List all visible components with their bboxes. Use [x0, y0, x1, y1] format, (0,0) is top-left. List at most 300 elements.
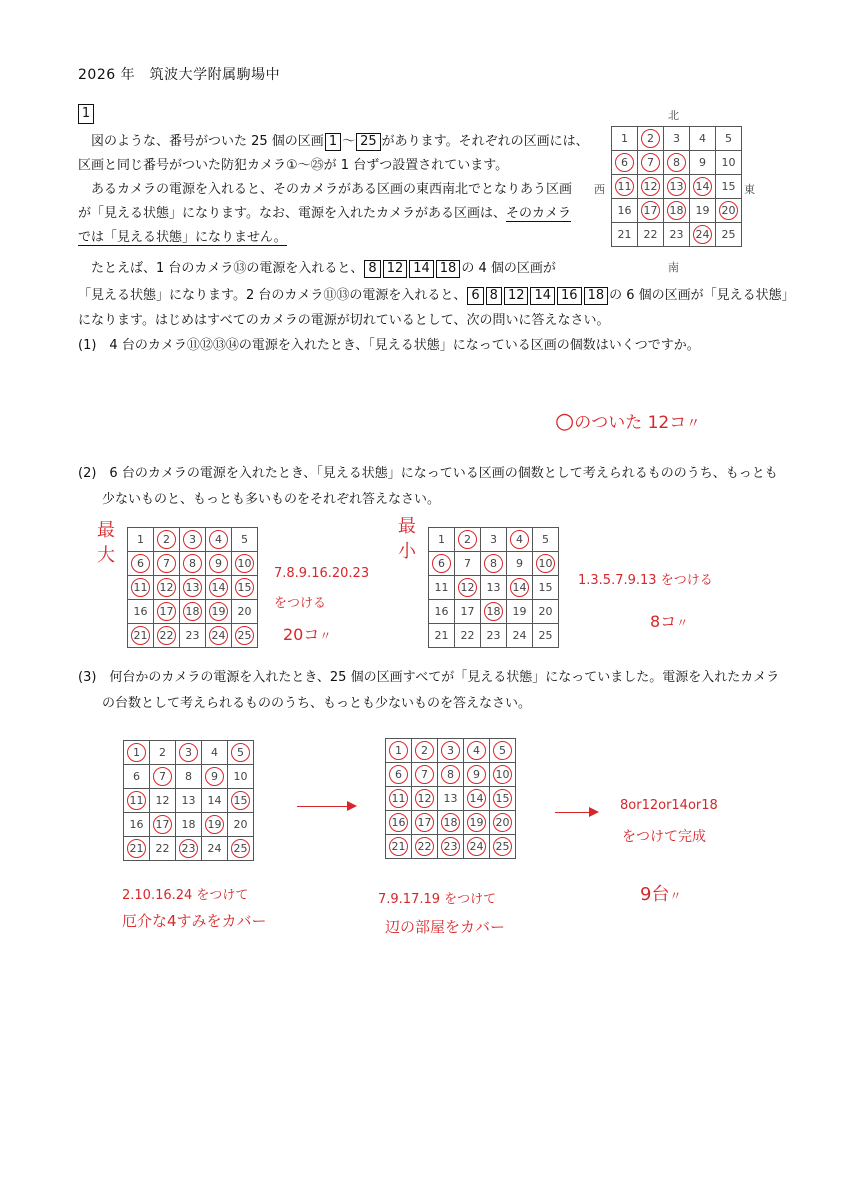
grid-row	[128, 552, 258, 576]
cell-number: 14	[207, 794, 222, 807]
grid-cell	[455, 576, 481, 600]
boxed-number: 16	[557, 287, 582, 305]
grid-cell	[464, 787, 490, 811]
cell-number: 12	[417, 792, 432, 805]
cell-number: 2	[163, 533, 170, 546]
grid-cell	[716, 175, 742, 199]
grid-cell	[154, 624, 180, 648]
grid-cell	[202, 765, 228, 789]
grid-cell	[507, 528, 533, 552]
red-circle-mark	[615, 153, 634, 172]
grid-cell	[180, 576, 206, 600]
red-circle-mark	[231, 743, 250, 762]
cell-number: 8	[185, 770, 192, 783]
grid-cell	[638, 151, 664, 175]
cell-number: 12	[159, 581, 174, 594]
cell-number: 9	[699, 156, 706, 169]
q2-min-note: 1.3.5.7.9.13 をつける	[578, 573, 713, 588]
red-circle-mark	[183, 554, 202, 573]
cell-number: 18	[669, 204, 684, 217]
grid-cell	[128, 528, 154, 552]
grid-row	[124, 741, 254, 765]
intro-line-4	[78, 202, 571, 226]
grid-cell	[664, 175, 690, 199]
cell-number: 5	[241, 533, 248, 546]
grid-cell	[612, 223, 638, 247]
compass-east: 東	[744, 183, 755, 196]
red-circle-mark	[131, 626, 150, 645]
cell-number: 1	[621, 132, 628, 145]
cell-number: 20	[237, 605, 252, 618]
cell-number: 9	[516, 557, 523, 570]
cell-number: 18	[443, 816, 458, 829]
grid-cell	[438, 739, 464, 763]
grid-row	[124, 837, 254, 861]
cell-number: 5	[542, 533, 549, 546]
grid-cell	[202, 741, 228, 765]
grid-cell	[176, 741, 202, 765]
cell-number: 24	[207, 842, 222, 855]
cell-number: 21	[391, 840, 406, 853]
cell-number: 11	[391, 792, 406, 805]
cell-number: 14	[211, 581, 226, 594]
q2-text-1: (2) 6 台のカメラの電源を入れたとき、「見える状態」になっている区画の個数として考えられるもののうち、もっとも	[78, 466, 778, 481]
red-circle-mark	[667, 201, 686, 220]
red-circle-mark	[209, 554, 228, 573]
red-circle-mark	[467, 741, 486, 760]
red-circle-mark	[157, 530, 176, 549]
red-circle-mark	[183, 602, 202, 621]
grid-row	[128, 624, 258, 648]
grid-row	[429, 600, 559, 624]
q3-text-2: の台数として考えられるもののうち、もっとも少ないものを答えなさい。	[102, 696, 532, 711]
grid-row	[429, 528, 559, 552]
red-circle-mark	[467, 789, 486, 808]
grid-cell	[533, 528, 559, 552]
grid-cell	[232, 528, 258, 552]
cell-number: 16	[391, 816, 406, 829]
grid-cell	[638, 127, 664, 151]
cell-number: 25	[495, 840, 510, 853]
intro-text: 「見える状態」になります。2 台のカメラ⑪⑬の電源を入れると、	[78, 288, 467, 303]
grid-cell	[638, 199, 664, 223]
cell-number: 1	[395, 744, 402, 757]
red-circle-mark	[209, 626, 228, 645]
red-circle-mark	[131, 554, 150, 573]
red-circle-mark	[235, 554, 254, 573]
grid-cell	[438, 787, 464, 811]
cell-number: 23	[443, 840, 458, 853]
arrow-right-icon	[555, 812, 597, 813]
red-circle-mark	[389, 765, 408, 784]
cell-number: 3	[490, 533, 497, 546]
red-circle-mark	[641, 201, 660, 220]
red-circle-mark	[415, 741, 434, 760]
red-circle-mark	[493, 789, 512, 808]
grid-cell	[202, 789, 228, 813]
red-circle-mark	[127, 791, 146, 810]
cell-number: 21	[129, 842, 144, 855]
boxed-number: 14	[409, 260, 434, 278]
red-circle-mark	[389, 789, 408, 808]
cell-number: 3	[185, 746, 192, 759]
grid-cell	[664, 151, 690, 175]
grid-cell	[386, 811, 412, 835]
intro-text: があります。それぞれの区画には、	[381, 134, 589, 149]
cell-number: 4	[473, 744, 480, 757]
grid-cell	[464, 739, 490, 763]
grid-cell	[128, 600, 154, 624]
red-circle-mark	[209, 530, 228, 549]
red-circle-mark	[458, 530, 477, 549]
q2-min-grid	[428, 527, 559, 648]
cell-number: 10	[538, 557, 553, 570]
cell-number: 21	[434, 629, 449, 642]
red-circle-mark	[231, 839, 250, 858]
red-circle-mark	[389, 741, 408, 760]
grid-cell	[464, 835, 490, 859]
grid-cell	[716, 199, 742, 223]
intro-text: の 4 個の区画が	[461, 261, 556, 276]
grid-cell	[429, 600, 455, 624]
q3-note-b-1: 7.9.17.19 をつけて	[378, 892, 497, 907]
grid-cell	[206, 576, 232, 600]
grid-row	[429, 576, 559, 600]
intro-line-5	[78, 226, 287, 250]
q3-grid-b	[385, 738, 516, 859]
intro-text: たとえば、1 台のカメラ⑬の電源を入れると、	[78, 261, 364, 276]
grid-cell	[438, 763, 464, 787]
compass-west: 西	[594, 183, 605, 196]
grid-cell	[412, 787, 438, 811]
grid-cell	[206, 528, 232, 552]
cell-number: 9	[473, 768, 480, 781]
cell-number: 1	[137, 533, 144, 546]
cell-number: 13	[185, 581, 200, 594]
grid-cell	[180, 552, 206, 576]
underlined-text: そのカメラ	[505, 206, 571, 221]
red-circle-mark	[127, 839, 146, 858]
red-circle-mark	[131, 578, 150, 597]
cell-number: 25	[721, 228, 736, 241]
cell-number: 14	[512, 581, 527, 594]
grid-cell	[690, 223, 716, 247]
cell-number: 22	[643, 228, 658, 241]
red-circle-mark	[235, 626, 254, 645]
red-circle-mark	[441, 765, 460, 784]
grid-cell	[507, 552, 533, 576]
grid-cell	[176, 765, 202, 789]
grid-cell	[455, 624, 481, 648]
cell-number: 18	[181, 818, 196, 831]
cell-number: 6	[621, 156, 628, 169]
cell-number: 19	[469, 816, 484, 829]
red-circle-mark	[441, 837, 460, 856]
grid-cell	[228, 741, 254, 765]
cell-number: 5	[725, 132, 732, 145]
cell-number: 16	[617, 204, 632, 217]
grid-cell	[386, 739, 412, 763]
q2-min-label: 最小	[398, 516, 416, 562]
grid-cell	[232, 600, 258, 624]
intro-line-8: になります。はじめはすべてのカメラの電源が切れているとして、次の問いに答えなさい。	[78, 313, 610, 328]
grid-row	[124, 789, 254, 813]
q1-answer-text: のついた 12コ	[574, 413, 687, 433]
grid-cell	[124, 837, 150, 861]
red-circle-mark	[205, 815, 224, 834]
grid-cell	[455, 552, 481, 576]
q2-max-label: 最大	[97, 520, 115, 566]
cell-number: 24	[469, 840, 484, 853]
cell-number: 17	[417, 816, 432, 829]
grid-cell	[664, 199, 690, 223]
red-circle-mark	[441, 813, 460, 832]
grid-cell	[533, 576, 559, 600]
cell-number: 11	[617, 180, 632, 193]
cell-number: 7	[159, 770, 166, 783]
grid-cell	[412, 763, 438, 787]
grid-row	[128, 576, 258, 600]
arrow-right-icon	[297, 806, 355, 807]
cell-number: 12	[155, 794, 170, 807]
red-circle-mark	[231, 791, 250, 810]
cell-number: 24	[211, 629, 226, 642]
red-circle-mark	[209, 578, 228, 597]
red-circle-mark	[179, 839, 198, 858]
grid-cell	[154, 528, 180, 552]
red-circle-mark	[536, 554, 555, 573]
cell-number: 8	[673, 156, 680, 169]
grid-cell	[429, 552, 455, 576]
cell-number: 19	[207, 818, 222, 831]
red-circle-mark	[441, 741, 460, 760]
cell-number: 5	[237, 746, 244, 759]
grid-cell	[202, 837, 228, 861]
cell-number: 21	[133, 629, 148, 642]
cell-number: 20	[495, 816, 510, 829]
boxed-number: 6	[467, 287, 483, 305]
grid-cell	[612, 151, 638, 175]
cell-number: 25	[233, 842, 248, 855]
grid-row	[124, 765, 254, 789]
red-circle-mark	[209, 602, 228, 621]
red-circle-mark	[153, 767, 172, 786]
grid-cell	[690, 199, 716, 223]
cell-number: 9	[211, 770, 218, 783]
cell-number: 12	[460, 581, 475, 594]
red-circle-mark	[179, 743, 198, 762]
grid-cell	[481, 528, 507, 552]
cell-number: 4	[699, 132, 706, 145]
cell-number: 2	[647, 132, 654, 145]
question-number: 1	[78, 104, 94, 124]
grid-cell	[638, 223, 664, 247]
grid-row	[612, 151, 742, 175]
cell-number: 3	[673, 132, 680, 145]
q2-max-answer-text: 20コ	[283, 625, 320, 644]
red-circle-mark	[493, 765, 512, 784]
grid-row	[612, 223, 742, 247]
boxed-number: 12	[504, 287, 529, 305]
cell-number: 15	[233, 794, 248, 807]
grid-cell	[412, 835, 438, 859]
cell-number: 7	[464, 557, 471, 570]
cell-number: 23	[185, 629, 200, 642]
grid-cell	[690, 127, 716, 151]
cell-number: 19	[512, 605, 527, 618]
grid-row	[429, 624, 559, 648]
cell-number: 9	[215, 557, 222, 570]
cell-number: 3	[447, 744, 454, 757]
red-circle-mark	[157, 602, 176, 621]
cell-number: 15	[237, 581, 252, 594]
cell-number: 19	[695, 204, 710, 217]
grid-cell	[206, 600, 232, 624]
grid-cell	[232, 552, 258, 576]
cell-number: 19	[211, 605, 226, 618]
cell-number: 8	[189, 557, 196, 570]
grid-cell	[429, 576, 455, 600]
cell-number: 20	[538, 605, 553, 618]
cell-number: 10	[233, 770, 248, 783]
red-circle-mark	[693, 225, 712, 244]
grid-cell	[180, 624, 206, 648]
q2-min-answer-text: 8コ	[650, 612, 677, 631]
cell-number: 18	[185, 605, 200, 618]
intro-text: の 6 個の区画が「見える状態」	[609, 288, 795, 303]
grid-cell	[464, 811, 490, 835]
cell-number: 22	[460, 629, 475, 642]
grid-row	[128, 528, 258, 552]
grid-cell	[429, 528, 455, 552]
q3-note-c-2: をつけて完成	[622, 829, 706, 845]
q3-note-c-1: 8or12or14or18	[620, 798, 718, 813]
cell-number: 17	[643, 204, 658, 217]
red-circle-mark	[510, 530, 529, 549]
intro-text: が「見える状態」になります。なお、電源を入れたカメラがある区画は、	[78, 206, 506, 221]
cell-number: 4	[516, 533, 523, 546]
q3-note-a-1: 2.10.16.24 をつけて	[122, 888, 249, 903]
cell-number: 16	[434, 605, 449, 618]
grid-row	[612, 199, 742, 223]
grid-cell	[455, 600, 481, 624]
red-circle-mark	[415, 765, 434, 784]
cell-number: 18	[486, 605, 501, 618]
grid-cell	[507, 576, 533, 600]
grid-cell	[690, 151, 716, 175]
grid-cell	[664, 223, 690, 247]
grid-cell	[412, 811, 438, 835]
grid-row	[128, 600, 258, 624]
cell-number: 3	[189, 533, 196, 546]
grid-row	[386, 787, 516, 811]
intro-line-2: 区画と同じ番号がついた防犯カメラ①～㉕が 1 台ずつ設置されています。	[78, 158, 509, 173]
cell-number: 7	[647, 156, 654, 169]
grid-cell	[206, 624, 232, 648]
underlined-text: では「見える状態」になりません。	[78, 230, 287, 245]
red-circle-mark	[157, 554, 176, 573]
cell-number: 24	[695, 228, 710, 241]
boxed-number: 8	[486, 287, 502, 305]
grid-row	[386, 739, 516, 763]
cell-number: 13	[443, 792, 458, 805]
red-circle-mark	[415, 789, 434, 808]
grid-cell	[716, 127, 742, 151]
grid-row	[124, 813, 254, 837]
red-circle-mark	[615, 177, 634, 196]
grid-cell	[455, 528, 481, 552]
q2-max-note-2: をつける	[274, 596, 327, 611]
red-circle-mark	[510, 578, 529, 597]
cell-number: 15	[495, 792, 510, 805]
grid-cell	[154, 552, 180, 576]
cell-number: 17	[155, 818, 170, 831]
cell-number: 2	[421, 744, 428, 757]
page-header: 2026 年 筑波大学附属駒場中	[78, 67, 281, 83]
grid-cell	[124, 765, 150, 789]
grid-cell	[490, 835, 516, 859]
intro-text: ～	[342, 134, 356, 149]
grid-cell	[464, 763, 490, 787]
cell-number: 16	[133, 605, 148, 618]
q3-text-1: (3) 何台かのカメラの電源を入れたとき、25 個の区画すべてが「見える状態」になっていました。電源を入れたカメラ	[78, 670, 780, 685]
grid-cell	[612, 127, 638, 151]
cell-number: 1	[438, 533, 445, 546]
cell-number: 8	[490, 557, 497, 570]
grid-cell	[128, 552, 154, 576]
grid-row	[612, 127, 742, 151]
diagram-grid	[611, 126, 742, 247]
q2-max-answer: 20コ〃	[283, 625, 332, 644]
cell-number: 6	[395, 768, 402, 781]
red-circle-mark	[641, 129, 660, 148]
circle-mark: ○	[555, 409, 575, 434]
red-circle-mark	[458, 578, 477, 597]
cell-number: 10	[721, 156, 736, 169]
grid-cell	[150, 813, 176, 837]
grid-row	[429, 552, 559, 576]
cell-number: 11	[133, 581, 148, 594]
boxed-number: 12	[383, 260, 408, 278]
grid-cell	[228, 837, 254, 861]
grid-cell	[612, 175, 638, 199]
cell-number: 10	[495, 768, 510, 781]
q2-max-note-1: 7.8.9.16.20.23	[274, 566, 370, 581]
grid-cell	[533, 552, 559, 576]
grid-cell	[176, 813, 202, 837]
boxed-number-list	[466, 288, 609, 303]
grid-cell	[507, 624, 533, 648]
grid-cell	[533, 624, 559, 648]
cell-number: 13	[486, 581, 501, 594]
grid-cell	[150, 741, 176, 765]
red-circle-mark	[235, 578, 254, 597]
grid-cell	[180, 600, 206, 624]
grid-cell	[412, 739, 438, 763]
grid-row	[386, 811, 516, 835]
grid-cell	[638, 175, 664, 199]
intro-line-6	[78, 257, 556, 281]
red-circle-mark	[719, 201, 738, 220]
cell-number: 14	[469, 792, 484, 805]
grid-cell	[124, 789, 150, 813]
grid-cell	[232, 576, 258, 600]
q3-answer: 9台〃	[640, 884, 682, 905]
grid-cell	[481, 624, 507, 648]
red-circle-mark	[641, 177, 660, 196]
red-circle-mark	[389, 813, 408, 832]
cell-number: 6	[137, 557, 144, 570]
